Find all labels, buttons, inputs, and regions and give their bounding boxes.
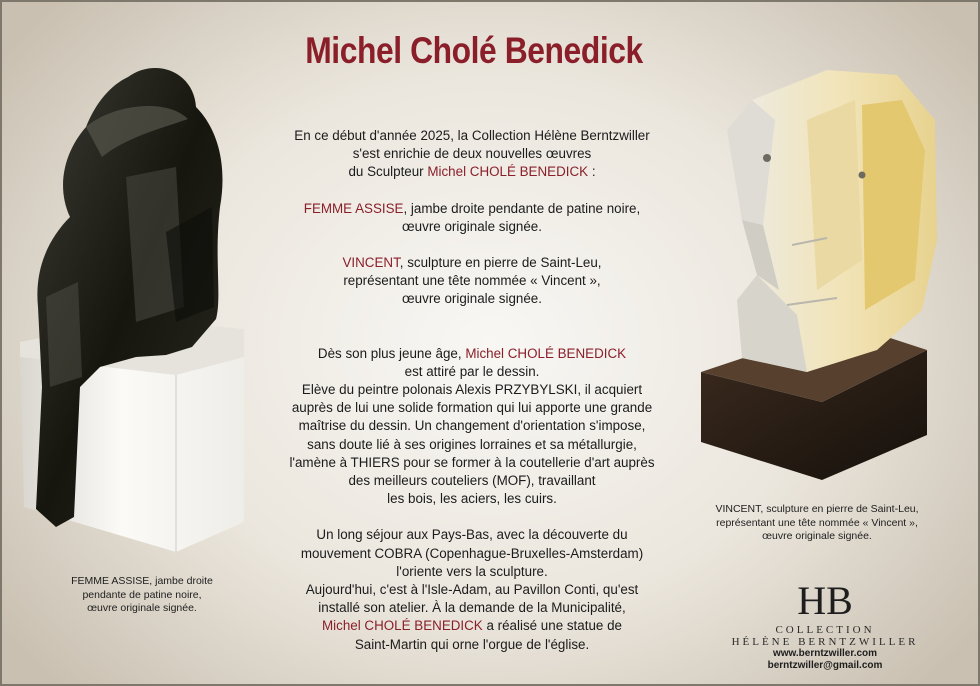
artist-name: Michel CHOLÉ BENEDICK [427,164,589,180]
main-text [272,127,672,672]
work-femme-assise: FEMME ASSISE, jambe droite pendante de patine noire, œuvre originale signée. [303,200,641,234]
bio-paragraph-2: Un long séjour aux Pays-Bas, avec la découverte du mouvement COBRA (Copenhague-Bruxelles-Amsterdam) l'oriente vers la sculpture. Aujourd'hui, c'est à l'Isle-Adam, au Pavillon Conti, qu'est installé son atelier. À la demande de la Municipalité, Michel CHOLÉ BENEDICK a réalisé une statue de Saint-Martin qui orne l'orgue de l'église. [300,527,644,652]
logo-collection-name: HÉLÈNE BERNTZWILLER [731,636,919,648]
logo-collection-label: COLLECTION [775,624,875,636]
svg-text:HB: HB [797,578,853,623]
caption-vincent: VINCENT, sculpture en pierre de Saint-Leu, représentant une tête nommée « Vincent », œuvre originale signée. [715,503,919,542]
caption-femme-assise: FEMME ASSISE, jambe droite pendante de patine noire, œuvre originale signée. [71,575,213,614]
bio-paragraph-1: Dès son plus jeune âge, Michel CHOLÉ BENEDICK est attiré par le dessin. Elève du peintre polonais Alexis PRZYBYLSKI, il acquiert auprès de lui une solide formation qui lui apporte une grande maîtrise du dessin. Un changement d'orientation s'impose, sans doute lié à ses origines lorraines et sa métallurgie, l'amène à THIERS pour se former à la coutellerie d'art auprès des meilleurs couteliers (MOF), travaillant les bois, les aciers, les cuirs. [289,345,655,507]
hb-monogram-icon [797,576,853,623]
collection-logo [720,576,930,672]
email-link[interactable]: berntzwiller@gmail.com [767,660,883,671]
work-vincent: VINCENT, sculpture en pierre de Saint-Leu, représentant une tête nommée « Vincent », œuvre originale signée. [342,255,602,307]
page-title: Michel Cholé Benedick [305,30,643,71]
femme-assise-sculpture-image [16,57,248,562]
intro-paragraph: En ce début d'année 2025, la Collection Hélène Berntzwiller s'est enrichie de deux nouvelles œuvres du Sculpteur Michel CHOLÉ BENEDICK : [294,128,650,180]
website-link[interactable]: www.berntzwiller.com [772,648,878,659]
vincent-sculpture-image [697,60,942,495]
